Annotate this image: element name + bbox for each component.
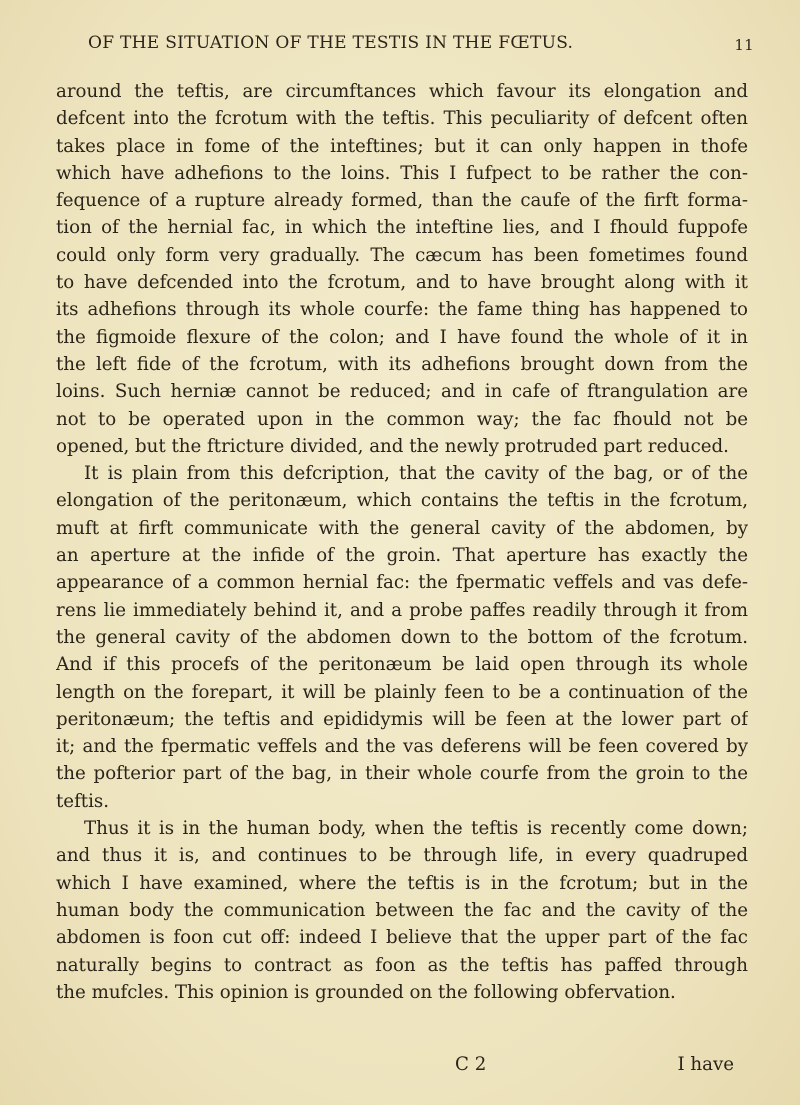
text-line: tion of the hernial fac, in which the inteftine lies, and I fhould fuppofe: [56, 217, 748, 239]
text-line: length on the forepart, it will be plainly feen to be a continuation of the: [56, 681, 748, 703]
text-line: human body the communication between the fac and the cavity of the: [56, 899, 748, 921]
running-header: [88, 28, 754, 58]
page-footer: [56, 1050, 748, 1078]
text-line: muft at firft communicate with the general cavity of the abdomen, by: [56, 517, 748, 539]
body-text: [56, 78, 748, 1006]
signature-mark: C 2: [455, 1054, 487, 1075]
text-line: which I have examined, where the teftis is in the fcrotum; but in the: [56, 872, 748, 894]
text-line: abdomen is foon cut off: indeed I believe that the upper part of the fac: [56, 927, 748, 949]
text-line: the general cavity of the abdomen down to the bottom of the fcrotum.: [56, 626, 748, 648]
text-line: naturally begins to contract as foon as the teftis has paffed through: [56, 954, 748, 976]
paragraph: [56, 815, 748, 1006]
text-line: And if this procefs of the peritonæum be laid open through its whole: [56, 654, 748, 676]
text-line: rens lie immediately behind it, and a probe paffes readily through it from: [56, 599, 748, 621]
text-line: opened, but the ftricture divided, and the newly protruded part reduced.: [56, 435, 729, 457]
text-line: the mufcles. This opinion is grounded on the following obfervation.: [56, 981, 676, 1003]
text-line: an aperture at the infide of the groin. That aperture has exactly the: [56, 545, 748, 567]
text-line: the pofterior part of the bag, in their whole courfe from the groin to the: [56, 763, 748, 785]
text-line: not to be operated upon in the common way; the fac fhould not be: [56, 408, 748, 430]
text-line: peritonæum; the teftis and epididymis will be feen at the lower part of: [56, 708, 748, 730]
text-line: elongation of the peritonæum, which contains the teftis in the fcrotum,: [56, 490, 748, 512]
text-line: the figmoide flexure of the colon; and I have found the whole of it in: [56, 326, 748, 348]
text-line: which have adhefions to the loins. This I fufpect to be rather the con-: [56, 162, 748, 184]
catchword: I have: [677, 1054, 734, 1075]
text-line: it; and the fpermatic veffels and the vas deferens will be feen covered by: [56, 736, 748, 758]
text-line: could only form very gradually. The cæcum has been fometimes found: [56, 244, 748, 266]
page-number: 11: [734, 36, 754, 54]
paragraph: [56, 460, 748, 815]
paragraph: [56, 78, 748, 460]
text-line: around the teftis, are circumftances which favour its elongation and: [56, 81, 748, 102]
text-line: teftis.: [56, 790, 110, 812]
text-line: loins. Such herniæ cannot be reduced; and in cafe of ftrangulation are: [56, 381, 748, 403]
text-line: takes place in fome of the inteftines; but it can only happen in thofe: [56, 135, 748, 157]
text-line: to have defcended into the fcrotum, and to have brought along with it: [56, 272, 748, 294]
text-line: the left fide of the fcrotum, with its adhefions brought down from the: [56, 353, 748, 375]
text-line: defcent into the fcrotum with the teftis. This peculiarity of defcent often: [56, 108, 748, 130]
text-line: Thus it is in the human body, when the teftis is recently come down;: [84, 818, 748, 840]
text-line: appearance of a common hernial fac: the fpermatic veffels and vas defe-: [56, 572, 748, 594]
text-line: and thus it is, and continues to be through life, in every quadruped: [56, 845, 748, 867]
running-title: OF THE SITUATION OF THE TESTIS IN THE FŒTUS.: [88, 33, 574, 53]
text-line: its adhefions through its whole courfe: the fame thing has happened to: [56, 299, 748, 321]
text-line: fequence of a rupture already formed, than the caufe of the firft forma-: [56, 190, 748, 212]
text-line: It is plain from this defcription, that the cavity of the bag, or of the: [84, 463, 748, 485]
